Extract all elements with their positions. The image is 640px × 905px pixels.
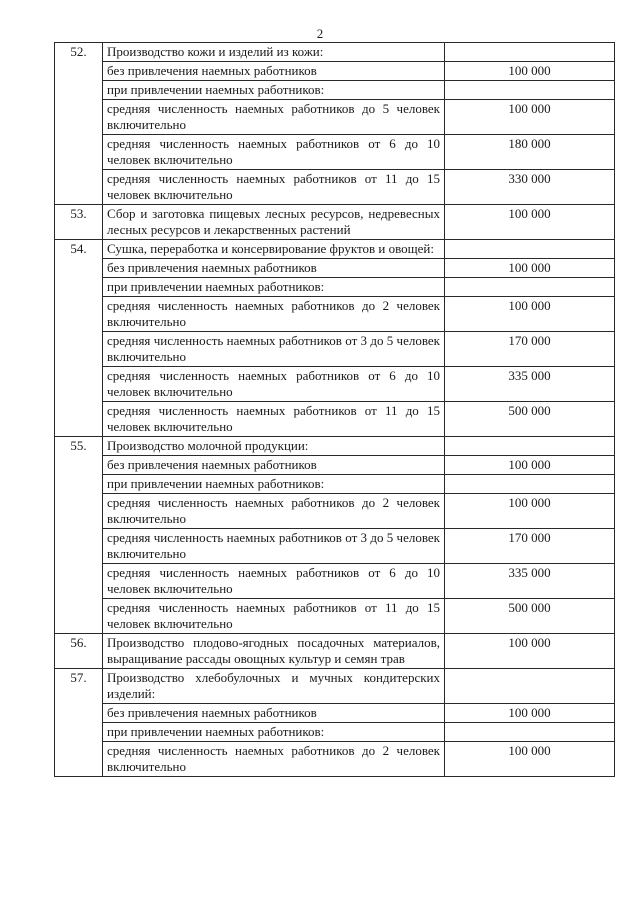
row-number: 52. [55,43,103,62]
table-row [55,704,615,723]
amount-value: 100 000 [445,742,615,777]
amount-value: 500 000 [445,402,615,437]
table-row [55,259,615,278]
amount-value: 100 000 [445,494,615,529]
row-number: 53. [55,205,103,240]
table-row [55,669,615,704]
table-row [55,494,615,529]
amount-cell [445,81,615,100]
amount-cell [445,437,615,456]
amount-value: 100 000 [445,297,615,332]
activity-name: Производство плодово-ягодных посадочных материалов, выращивание рассады овощных культур и семян трав [103,634,445,669]
table-row [55,564,615,599]
amount-value: 330 000 [445,170,615,205]
table-row [55,437,615,456]
table-row [55,456,615,475]
table-row [55,135,615,170]
table-row [55,742,615,777]
condition-text: без привлечения наемных работников [103,62,445,81]
condition-text: средняя численность наемных работников до 5 человек включительно [103,100,445,135]
table-row [55,81,615,100]
condition-text: при привлечении наемных работников: [103,475,445,494]
table-row [55,475,615,494]
table-row [55,278,615,297]
amount-value: 170 000 [445,529,615,564]
activity-name: Сбор и заготовка пищевых лесных ресурсов, недревесных лесных ресурсов и лекарственных растений [103,205,445,240]
table-row [55,402,615,437]
condition-text: средняя численность наемных работников от 3 до 5 человек включительно [103,529,445,564]
amount-value: 100 000 [445,456,615,475]
condition-text: без привлечения наемных работников [103,704,445,723]
row-number: 54. [55,240,103,259]
table-row [55,100,615,135]
condition-text: при привлечении наемных работников: [103,723,445,742]
amount-cell [445,278,615,297]
table-row [55,634,615,669]
table-row [55,62,615,81]
table-row [55,332,615,367]
amount-value: 335 000 [445,564,615,599]
condition-text: без привлечения наемных работников [103,259,445,278]
amount-value: 170 000 [445,332,615,367]
table-row [55,240,615,259]
table-row [55,599,615,634]
condition-text: без привлечения наемных работников [103,456,445,475]
amount-value: 500 000 [445,599,615,634]
amount-value: 335 000 [445,367,615,402]
condition-text: средняя численность наемных работников от 6 до 10 человек включительно [103,367,445,402]
amount-cell [445,240,615,259]
table-row [55,43,615,62]
amount-value: 180 000 [445,135,615,170]
amount-cell [445,723,615,742]
row-number: 55. [55,437,103,456]
table-row [55,367,615,402]
activity-name: Производство кожи и изделий из кожи: [103,43,445,62]
condition-text: средняя численность наемных работников от 3 до 5 человек включительно [103,332,445,367]
condition-text: средняя численность наемных работников до 2 человек включительно [103,742,445,777]
condition-text: средняя численность наемных работников от 11 до 15 человек включительно [103,170,445,205]
row-number: 56. [55,634,103,669]
table-row [55,529,615,564]
amount-cell [445,475,615,494]
table-row [55,723,615,742]
condition-text: при привлечении наемных работников: [103,81,445,100]
condition-text: средняя численность наемных работников от 11 до 15 человек включительно [103,599,445,634]
amount-value: 100 000 [445,634,615,669]
activity-table [54,42,615,777]
activity-name: Сушка, переработка и консервирование фруктов и овощей: [103,240,445,259]
condition-text: средняя численность наемных работников от 11 до 15 человек включительно [103,402,445,437]
amount-value: 100 000 [445,100,615,135]
condition-text: средняя численность наемных работников до 2 человек включительно [103,494,445,529]
amount-cell [445,43,615,62]
table-row [55,297,615,332]
condition-text: средняя численность наемных работников от 6 до 10 человек включительно [103,564,445,599]
condition-text: средняя численность наемных работников до 2 человек включительно [103,297,445,332]
amount-cell [445,669,615,704]
table-row [55,205,615,240]
row-number: 57. [55,669,103,704]
amount-value: 100 000 [445,62,615,81]
activity-name: Производство хлебобулочных и мучных кондитерских изделий: [103,669,445,704]
condition-text: при привлечении наемных работников: [103,278,445,297]
condition-text: средняя численность наемных работников от 6 до 10 человек включительно [103,135,445,170]
activity-name: Производство молочной продукции: [103,437,445,456]
amount-value: 100 000 [445,205,615,240]
table-row [55,170,615,205]
amount-value: 100 000 [445,259,615,278]
page-number: 2 [316,26,324,41]
amount-value: 100 000 [445,704,615,723]
